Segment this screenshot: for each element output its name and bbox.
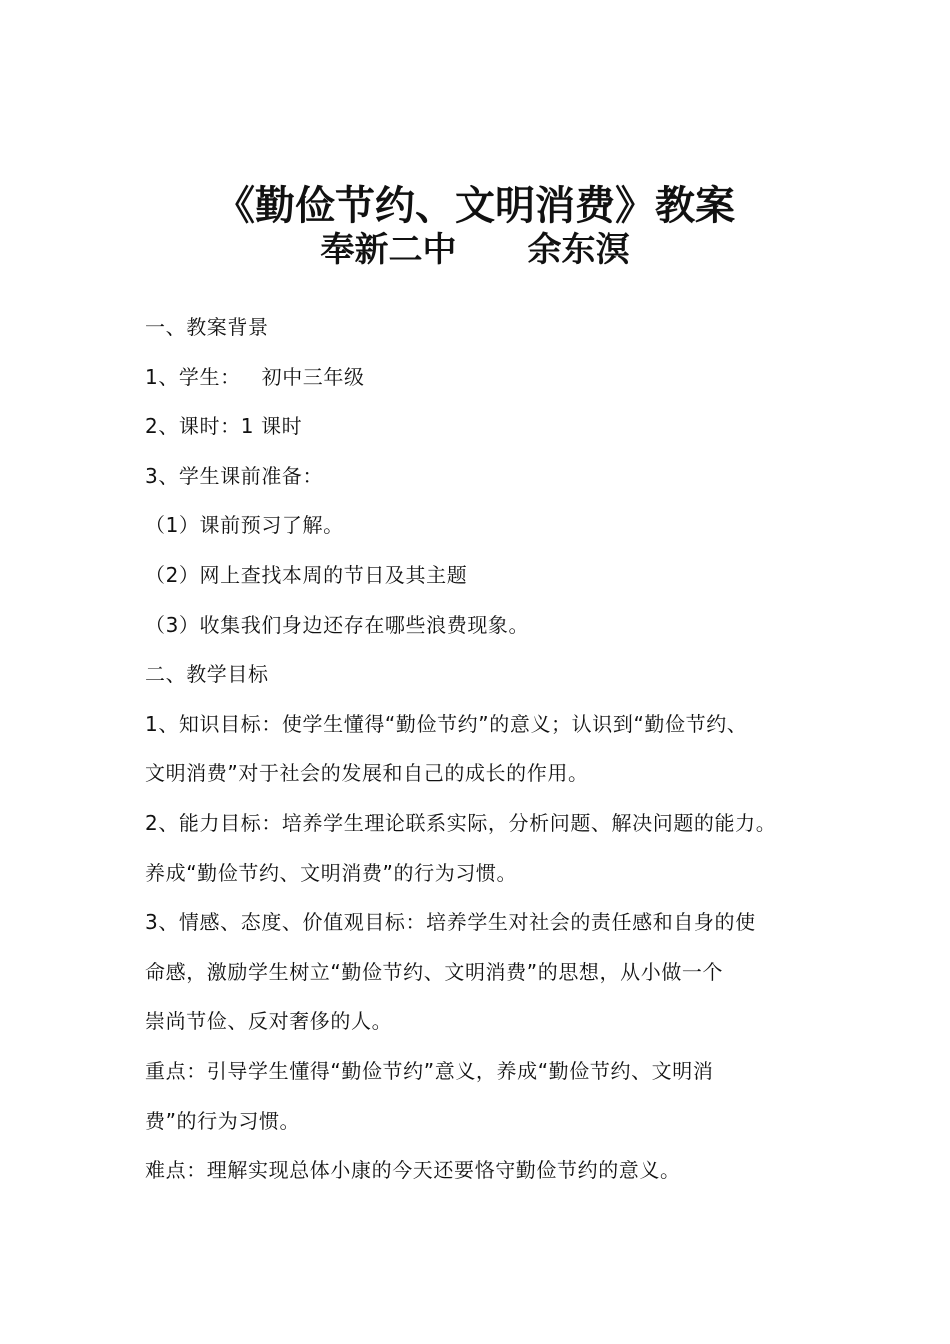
text-line: （1）课前预习了解。 [145,513,344,538]
text-line: 一、教案背景 [145,315,269,339]
text-line: 2、课时：1 课时 [145,414,303,439]
document-body [145,305,835,1198]
text-line: （2）网上查找本周的节日及其主题 [145,562,468,587]
text-line: 1、学生： 初中三年级 [145,364,365,389]
text-line: 崇尚节俭、反对奢侈的人。 [145,1009,393,1034]
text-line: 重点：引导学生懂得“勤俭节约”意义，养成“勤俭节约、文明消 [145,1058,714,1083]
text-line: （3）收集我们身边还存在哪些浪费现象。 [145,612,530,637]
document-title: 《勤俭节约、文明消费》教案 [215,183,735,229]
text-line: 2、能力目标：培养学生理论联系实际，分析问题、解决问题的能力。 [145,810,777,835]
text-line: 命感，激励学生树立“勤俭节约、文明消费”的思想，从小做一个 [145,959,724,984]
document-subtitle: 奉新二中 余东溟 [320,230,630,270]
text-line: 3、学生课前准备： [145,463,324,488]
text-line: 3、情感、态度、价值观目标：培养学生对社会的责任感和自身的使 [145,910,756,935]
text-line: 二、教学目标 [145,662,269,687]
text-line: 文明消费”对于社会的发展和自己的成长的作用。 [145,761,589,786]
text-line: 难点：理解实现总体小康的今天还要恪守勤俭节约的意义。 [145,1158,681,1183]
text-line: 费”的行为习惯。 [145,1108,301,1133]
text-line: 养成“勤俭节约、文明消费”的行为习惯。 [145,860,518,885]
text-line: 1、知识目标：使学生懂得“勤俭节约”的意义；认识到“勤俭节约、 [145,711,748,736]
